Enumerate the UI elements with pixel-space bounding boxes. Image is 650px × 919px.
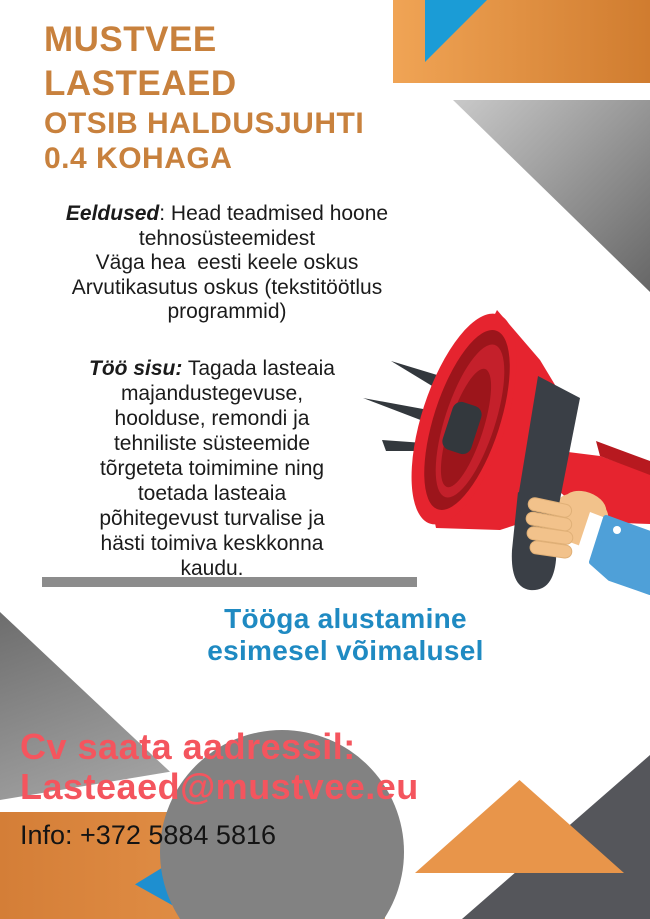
start-note: [178, 603, 513, 667]
cv-email: Lasteaed@mustvee.eu: [20, 766, 419, 807]
requirements-line: tehnosüsteemidest: [138, 226, 316, 250]
fingers: [525, 497, 573, 559]
gray-triangle-top-right: [453, 100, 650, 292]
title-line: MUSTVEE: [44, 20, 217, 59]
job-rest: Tagada lasteaia: [182, 357, 335, 380]
job-heading-line: [16, 356, 408, 381]
job-description-section: [16, 356, 408, 581]
requirements-label: Eeldused: [65, 202, 160, 225]
job-line: hoolduse, remondi ja: [114, 407, 310, 430]
job-line: hästi toimiva keskkonna: [100, 532, 324, 555]
cv-address: [20, 727, 419, 807]
subtitle-line: OTSIB HALDUSJUHTI: [44, 107, 365, 140]
title-line: LASTEAED: [44, 64, 237, 103]
requirements-line: Arvutikasutus oskus (tekstitöötlus: [71, 275, 383, 299]
start-note-line: esimesel võimalusel: [207, 635, 484, 666]
cv-address-line: Cv saata aadressil:: [20, 726, 356, 767]
cuff-button-icon: [613, 526, 621, 534]
sleeve: [592, 518, 650, 592]
requirements-line: Väga hea eesti keele oskus: [95, 251, 359, 274]
job-line: majandustegevuse,: [120, 382, 304, 405]
requirements-line: programmid): [167, 300, 287, 323]
job-label: Töö sisu:: [89, 357, 183, 380]
job-line: tehniliste süsteemide: [113, 432, 311, 455]
job-line: kaudu.: [180, 557, 244, 580]
requirements-rest: : Head teadmised hoone: [159, 202, 389, 225]
requirements-heading-line: [12, 202, 442, 227]
start-note-line: Tööga alustamine: [224, 603, 467, 634]
job-line: toetada lasteaia: [137, 482, 287, 505]
job-line: tõrgeteta toimimine ning: [99, 457, 325, 480]
requirements-section: [12, 202, 442, 325]
poster-title: [44, 18, 364, 176]
job-line: põhitegevust turvalise ja: [99, 507, 325, 530]
info-phone: Info: +372 5884 5816: [20, 820, 276, 850]
subtitle-line: 0.4 KOHAGA: [44, 142, 233, 175]
